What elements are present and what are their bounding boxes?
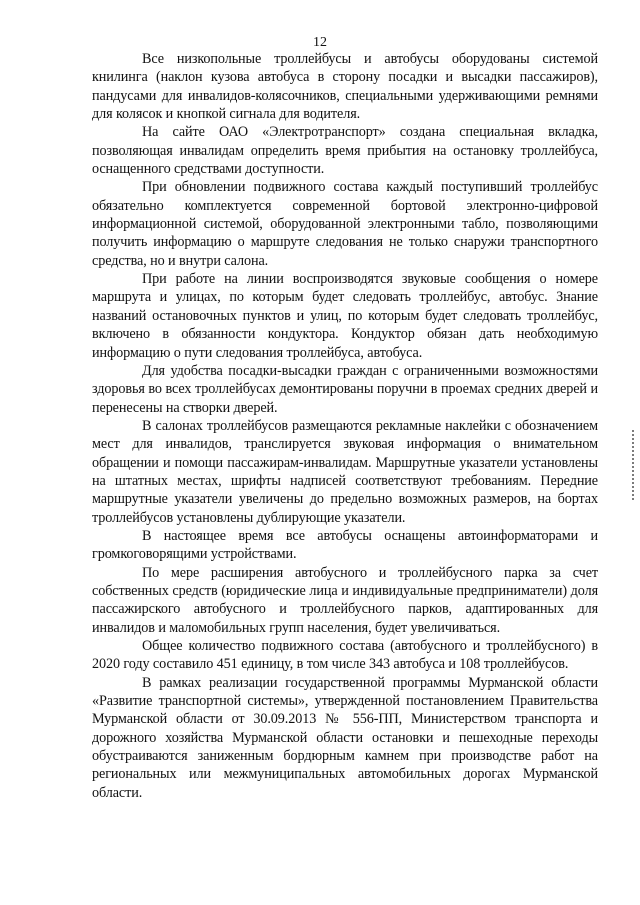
scan-edge-mark: [632, 430, 638, 500]
paragraph-onboard-info-system: При обновлении подвижного состава каждый поступивший троллейбус обязательно комплектуется современной бортовой электронно-цифровой информационной системой, оборудованной электронными табло, позволяющими получить информацию о маршруте следования не только снаружи транспортного средства, но и внутри салона.: [92, 179, 598, 269]
paragraph-audio-announcements: При работе на линии воспроизводятся звуковые сообщения о номере маршрута и улицах, по которым будет следовать троллейбус, автобус. Знание названий остановочных пунктов и улиц, по которым будет следовать троллейбус, включено в обязанности кондуктора. Кондуктор обязан дать необходимую информацию о пути следования троллейбуса, автобуса.: [92, 271, 598, 361]
page-number: 12: [313, 35, 327, 50]
paragraph-kneeling-system: Все низкопольные троллейбусы и автобусы оборудованы системой книлинга (наклон кузова автобуса в сторону посадки и высадки пассажиров), пандусами для инвалидов-колясочников, специальными удерживающими ремнями для колясок и кнопкой сигнала для водителя.: [92, 51, 598, 123]
document-body: [92, 50, 598, 802]
paragraph-door-handrails: Для удобства посадки-высадки граждан с ограниченными возможностями здоровья во всех троллейбусах демонтированы поручни в проемах средних дверей и перенесены на створки дверей.: [92, 362, 598, 416]
paragraph-state-program: В рамках реализации государственной программы Мурманской области «Развитие транспортной системы», утвержденной постановлением Правительства Мурманской области от 30.09.2013 № 556-ПП, Министерством транспорта и дорожного хозяйства Мурманской области остановки и пешеходные переходы обустраиваются заниженным бордюрным камнем при производстве работ на региональных или межмуниципальных автомобильных дорогах Мурманской области.: [92, 674, 598, 801]
paragraph-bus-informers: В настоящее время все автобусы оснащены автоинформаторами и громкоговорящими устройствами.: [92, 527, 598, 563]
paragraph-website-tab: На сайте ОАО «Электротранспорт» создана специальная вкладка, позволяющая инвалидам определить время прибытия на остановку троллейбуса, оснащенного средствами доступности.: [92, 124, 598, 178]
paragraph-fleet-count: Общее количество подвижного состава (автобусного и троллейбусного) в 2020 году составило 451 единицу, в том числе 343 автобуса и 108 троллейбусов.: [92, 638, 598, 673]
paragraph-fleet-expansion: По мере расширения автобусного и троллейбусного парка за счет собственных средств (юридические лица и индивидуальные предприниматели) доля пассажирского автобусного и троллейбусного парков, адаптированных для инвалидов и маломобильных групп населения, будет увеличиваться.: [92, 564, 598, 636]
paragraph-cabin-stickers: В салонах троллейбусов размещаются рекламные наклейки с обозначением мест для инвалидов, транслируется звуковая информация о внимательном обращении и помощи пассажирам-инвалидам. Маршрутные указатели установлены на штатных местах, шрифты надписей соответствуют требованиям. Передние маршрутные указатели увеличены до предельно возможных размеров, на бортах троллейбусов установлены дублирующие указатели.: [92, 417, 598, 526]
